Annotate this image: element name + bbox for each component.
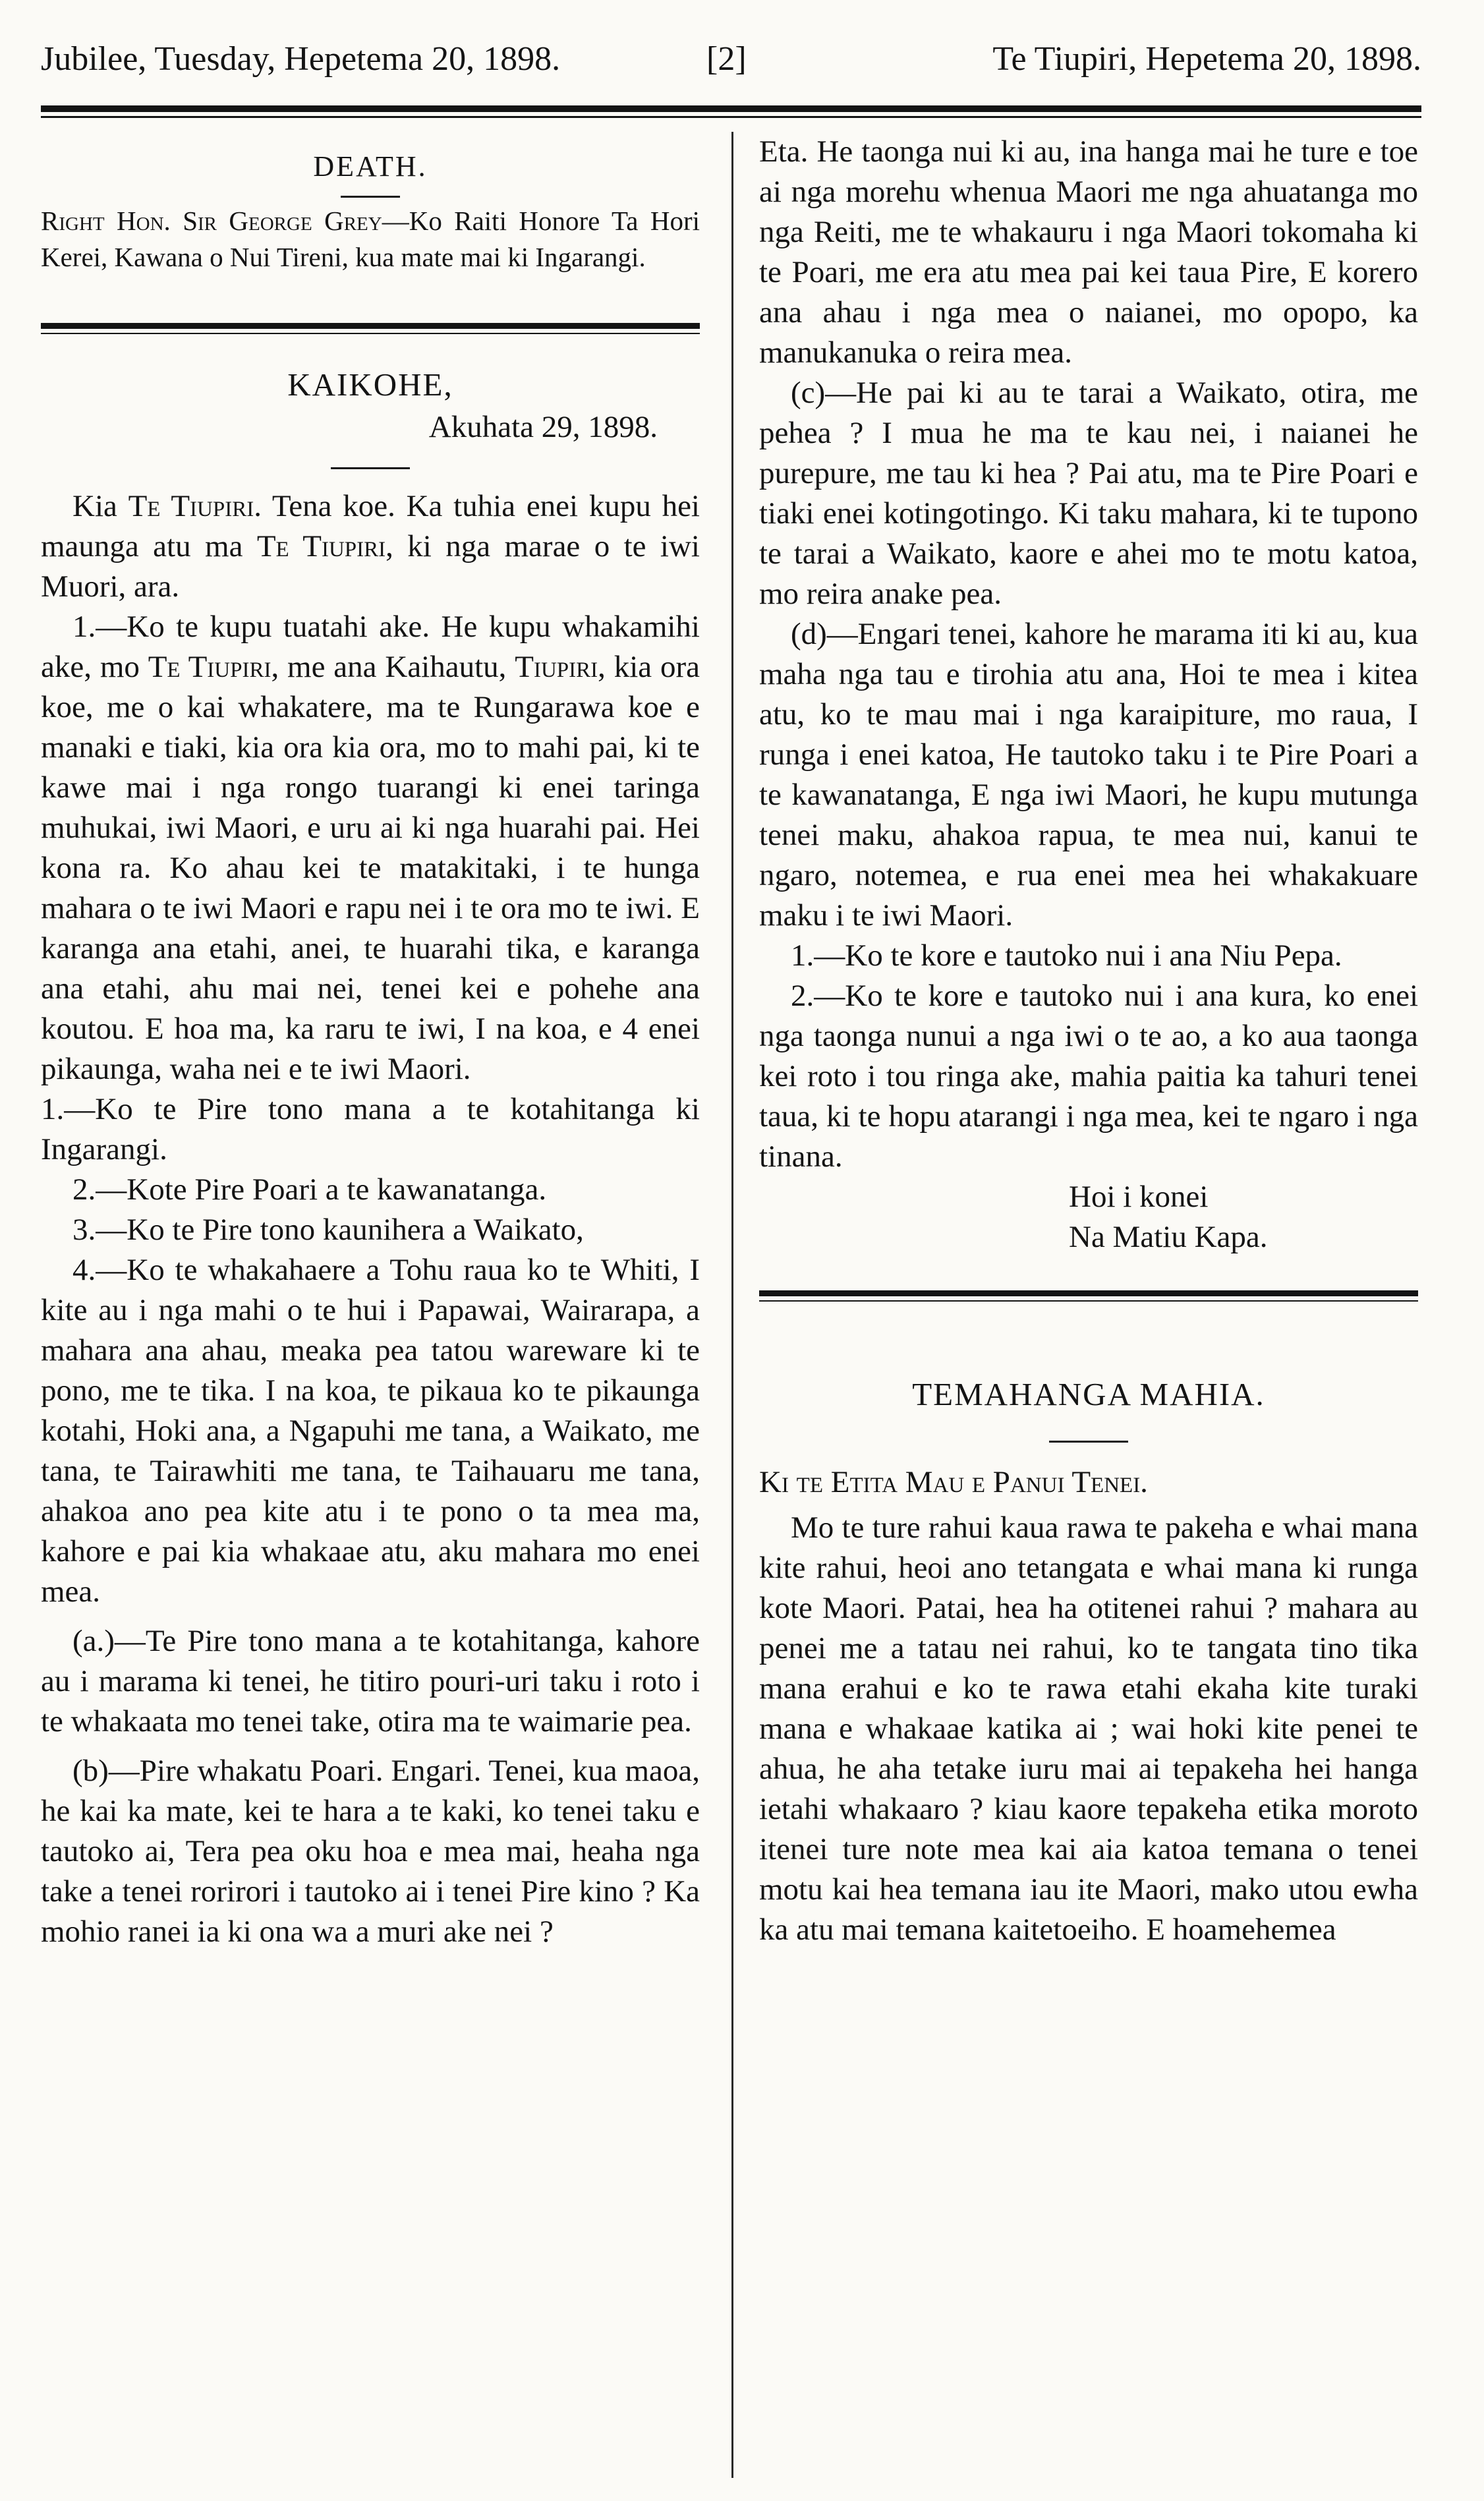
death-text: —Ko Raiti Honore Ta Hori Kerei, Kawana o Nui Tireni, kua mate mai ki Ingarangi. [41,206,700,272]
short-rule [331,467,410,469]
paragraph: (c)—He pai ki au te tarai a Waikato, otira, me pehea ? I mua he ma te kau nei, i naianei he purepure, me tau ki hea ? Pai atu, ma te Pire Poari e tiaki enei kotingotingo. Ki taku mahara, ki te tupono te tarai a Waikato, kaore e ahei mo te motu katoa, mo reira anake pea. [759,376,1418,611]
text-run: . Tena koe. Ka tuhia enei kupu hei maunga atu ma [41,489,700,563]
paper-name: Tiupiri [515,650,598,684]
section-rule-thin [41,333,700,334]
death-heading: DEATH. [313,150,428,183]
left-column [41,132,700,1952]
text-run: Kia [72,489,128,523]
page-number: [2] [706,40,747,78]
page-header [41,40,1421,99]
death-name: Right Hon. Sir George Grey [41,206,382,236]
paper-name: Te Tiupiri [148,650,271,684]
column-divider [731,132,733,2478]
text-run: , kia ora koe, me o kai whakatere, ma te Rungarawa koe e manaki e tiaki, kia ora kia ora, mo to mahi pai, ki te kawe mai i nga rongo tuarangi ki enei taringa muhukai, iwi Maori, e uru ai ki nga huarahi pai. Hei kona ra. Ko ahau kei te matakitaki, i te hunga mahara o te iwi Maori e rapu nei i te ora mo te iwi. E karanga ana etahi, anei, te huarahi tika, e karanga ana etahi, ahu mai nei, tenei kei e pohehe ana koutou. E hoa ma, ka raru te iwi, I na koa, e 4 enei pikaunga, waha nei e te iwi Maori. [41,650,700,1086]
list-item: 2.—Kote Pire Poari a te kawanatanga. [72,1172,547,1207]
right-column [759,132,1418,1950]
paragraph [41,486,700,607]
paragraph: (a.)—Te Pire tono mana a te kotahitanga, kahore au i marama ki tenei, he titiro pouri-uri taku i roto i te whakaata mo tenei take, otira ma te waimarie pea. [41,1624,700,1739]
section-rule-thin [759,1300,1418,1302]
header-left: Jubilee, Tuesday, Hepetema 20, 1898. [41,40,561,78]
kaikohe-heading: KAIKOHE, [287,366,453,403]
paper-name: Te Tiupiri [256,529,386,563]
subheading: Ki te Etita Mau e Panui Tenei. [759,1465,1148,1499]
list-item: 2.—Ko te kore e tautoko nui i ana kura, ko enei nga taonga nunui a nga iwi o te ao, a ko aua taonga kei roto i tou ringa ake, mahia paitia ka tahuri tenei taua, ki te hopu atarangi i nga mea, kei te ngaro i nga tinana. [759,979,1418,1174]
list-item: 1.—Ko te kore e tautoko nui i ana Niu Pepa. [791,938,1342,973]
paragraph: Eta. He taonga nui ki au, ina hanga mai he ture e toe ai nga morehu whenua Maori me nga ahuatanga mo nga Reiti, me te whakauru i nga Maori tokomaha ki te Poari, me era atu mea pai kei taua Pire, E korero ana ahau i nga mea o naianei, mo opopo, ka manukanuka o reira mea. [759,134,1418,370]
header-rule-thick [41,105,1421,112]
text-run: , me ana Kaihautu, [271,650,515,684]
signature: Na Matiu Kapa. [1069,1220,1268,1254]
death-notice [41,203,700,275]
paper-name: Te Tiupiri [128,489,254,523]
header-right: Te Tiupiri, Hepetema 20, 1898. [992,40,1421,78]
list-item: 3.—Ko te Pire tono kaunihera a Waikato, [72,1213,584,1247]
section-rule-thick [41,323,700,329]
kaikohe-date: Akuhata 29, 1898. [428,410,658,444]
list-item: 1.—Ko te Pire tono mana a te kotahitanga ki Ingarangi. [41,1092,700,1166]
paragraph: (b)—Pire whakatu Poari. Engari. Tenei, kua maoa, he kai ka mate, kei te hara a te kaki, ko tenei taku e tautoko ai, Tera pea oku hoa e mea mai, heaha nga take a tenei rorirori i tautoko ai i tenei Pire kino ? Ka mohio ranei ia ki ona wa a muri ake nei ? [41,1754,700,1949]
short-rule [341,196,400,198]
header-rule-thin [41,116,1421,118]
paragraph: Mo te ture rahui kaua rawa te pakeha e whai mana kite rahui, heoi ano tetangata e whai mana ki runga kote Maori. Patai, hea ha otitenei rahui ? mahara au penei me a tatau nei rahui, ko te tangata tino tika mana erahui e ko te rawa etahi ekaha kite turaki mana e whakaae katika ai ; wai hoki kite penei te ahua, he aha tetake iuru mai ai tepakeha hei hanga ietahi whakaaro ? kiau kaore tepakeha etika moroto itenei ture note mea kai aia katoa temana o tenei motu kai hea temana iau ite Maori, mako utou ewha ka atu mai temana kaitetoeiho. E hoamehemea [759,1510,1418,1947]
paragraph: (d)—Engari tenei, kahore he marama iti ki au, kua maha nga tau e tirohia atu ana, Hoi te mea i kitea atu, ko te mau mai i nga karaipiture, mo raua, I runga i enei katoa, He tautoko taku i te Pire Poari a te kawanatanga, E nga iwi Maori, he kupu mutunga tenei maku, ahakoa rapua, te mea nui, kanui te ngaro, notemea, e rua enei mea hei whakakuare maku i te iwi Maori. [759,617,1418,933]
list-item: 4.—Ko te whakahaere a Tohu raua ko te Whiti, I kite au i nga mahi o te hui i Papawai, Wairarapa, a mahara ana ahau, meaka pea tatou wareware ki te pono, me te tika. I na koa, te pikaua ko te pikaunga kotahi, Hoki ana, a Ngapuhi me tana, a Waikato, me tana, te Tairawhiti me tana, te Taihauaru me tana, ahakoa ano pea kite atu i te pono o ta mea ma, kahore e pai kia whakaae atu, aku mahara mo enei mea. [41,1253,700,1609]
text-run: 1.—Ko te kupu tuatahi ake. He kupu whakamihi ake, mo [41,610,700,684]
closing: Hoi i konei [1069,1180,1209,1214]
text-run: , ki nga marae o te iwi Muori, ara. [41,529,700,604]
section-rule-thick [759,1290,1418,1296]
short-rule [1049,1441,1128,1443]
temahanga-heading: TEMAHANGA MAHIA. [912,1376,1265,1412]
paragraph [41,607,700,1089]
